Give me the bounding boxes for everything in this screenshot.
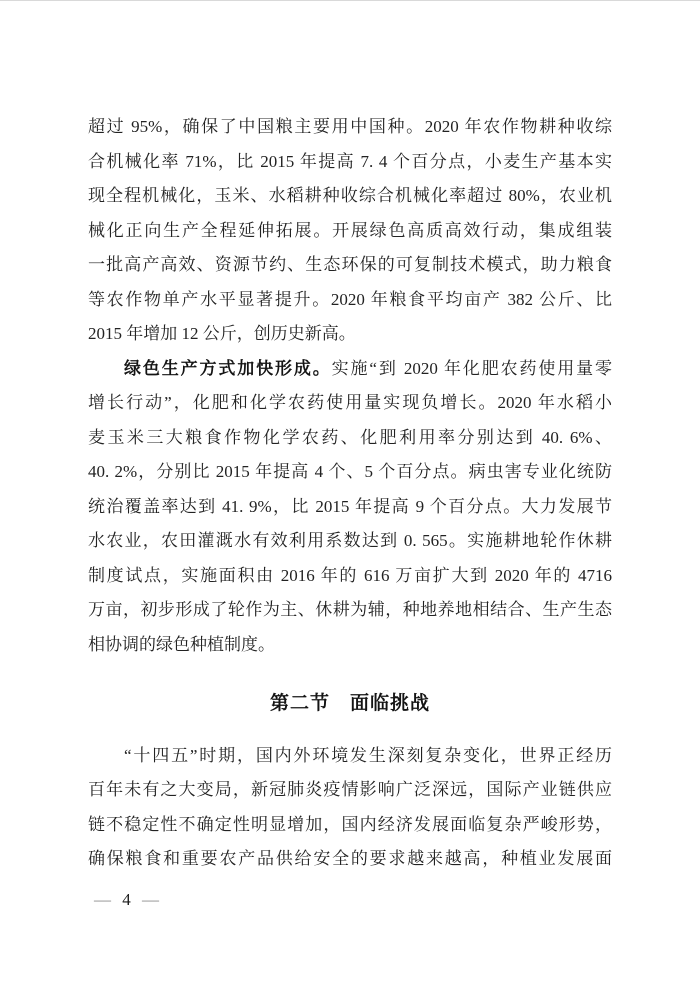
bold-lead-in: 绿色生产方式加快形成。 — [124, 358, 332, 378]
paragraph-mechanization-achievements — [88, 110, 612, 352]
document-body — [88, 110, 612, 877]
text-line: 链不稳定性不确定性明显增加，国内经济发展面临复杂严峻形势， — [88, 814, 612, 834]
footer-page-number: 4 — [122, 890, 131, 909]
text-line: 制度试点，实施面积由 2016 年的 616 万亩扩大到 2020 年的 4716 — [88, 565, 612, 585]
text-line: 2015 年增加 12 公斤，创历史新高。 — [88, 324, 356, 343]
page-footer — [94, 888, 159, 912]
paragraph-green-production — [88, 352, 612, 663]
paragraph-challenges-intro — [88, 739, 612, 877]
text-line: 绿色生产方式加快形成。实施“到 2020 年化肥农药使用量零 — [124, 358, 613, 378]
text-line: 40. 2%，分别比 2015 年提高 4 个、5 个百分点。病虫害专业化统防 — [88, 462, 612, 481]
text-line: 万亩，初步形成了轮作为主、休耕为辅，种地养地相结合、生产生态 — [88, 600, 612, 619]
text-line: “十四五”时期，国内外环境发生深刻复杂变化，世界正经历 — [124, 745, 612, 765]
text-line: 麦玉米三大粮食作物化学农药、化肥利用率分别达到 40. 6%、 — [88, 427, 612, 447]
text-line: 百年未有之大变局，新冠肺炎疫情影响广泛深远，国际产业链供应 — [88, 780, 612, 799]
text-line: 增长行动”，化肥和化学农药使用量实现负增长。2020 年水稻小 — [88, 393, 612, 412]
footer-dash-right: — — [142, 890, 159, 909]
text-line: 合机械化率 71%，比 2015 年提高 7. 4 个百分点，小麦生产基本实 — [88, 151, 612, 171]
text-line: 相协调的绿色种植制度。 — [88, 634, 275, 654]
text-line: 现全程机械化，玉米、水稻耕种收综合机械化率超过 80%，农业机 — [88, 186, 612, 205]
text-line: 统治覆盖率达到 41. 9%，比 2015 年提高 9 个百分点。大力发展节 — [88, 496, 612, 516]
section-heading: 第二节 面临挑战 — [269, 693, 430, 714]
page-top-rule — [0, 0, 700, 1]
text-line: 确保粮食和重要农产品供给安全的要求越来越高，种植业发展面 — [88, 849, 612, 868]
text-line: 超过 95%，确保了中国粮主要用中国种。2020 年农作物耕种收综 — [88, 117, 612, 136]
text-line: 械化正向生产全程延伸拓展。开展绿色高质高效行动，集成组装 — [88, 220, 612, 240]
footer-dash-left: — — [94, 890, 111, 909]
text-line: 水农业，农田灌溉水有效利用系数达到 0. 565。实施耕地轮作休耕 — [88, 531, 612, 550]
text-line: 一批高产高效、资源节约、生态环保的可复制技术模式，助力粮食 — [88, 255, 612, 274]
text-line: 等农作物单产水平显著提升。2020 年粮食平均亩产 382 公斤、比 — [88, 289, 612, 309]
